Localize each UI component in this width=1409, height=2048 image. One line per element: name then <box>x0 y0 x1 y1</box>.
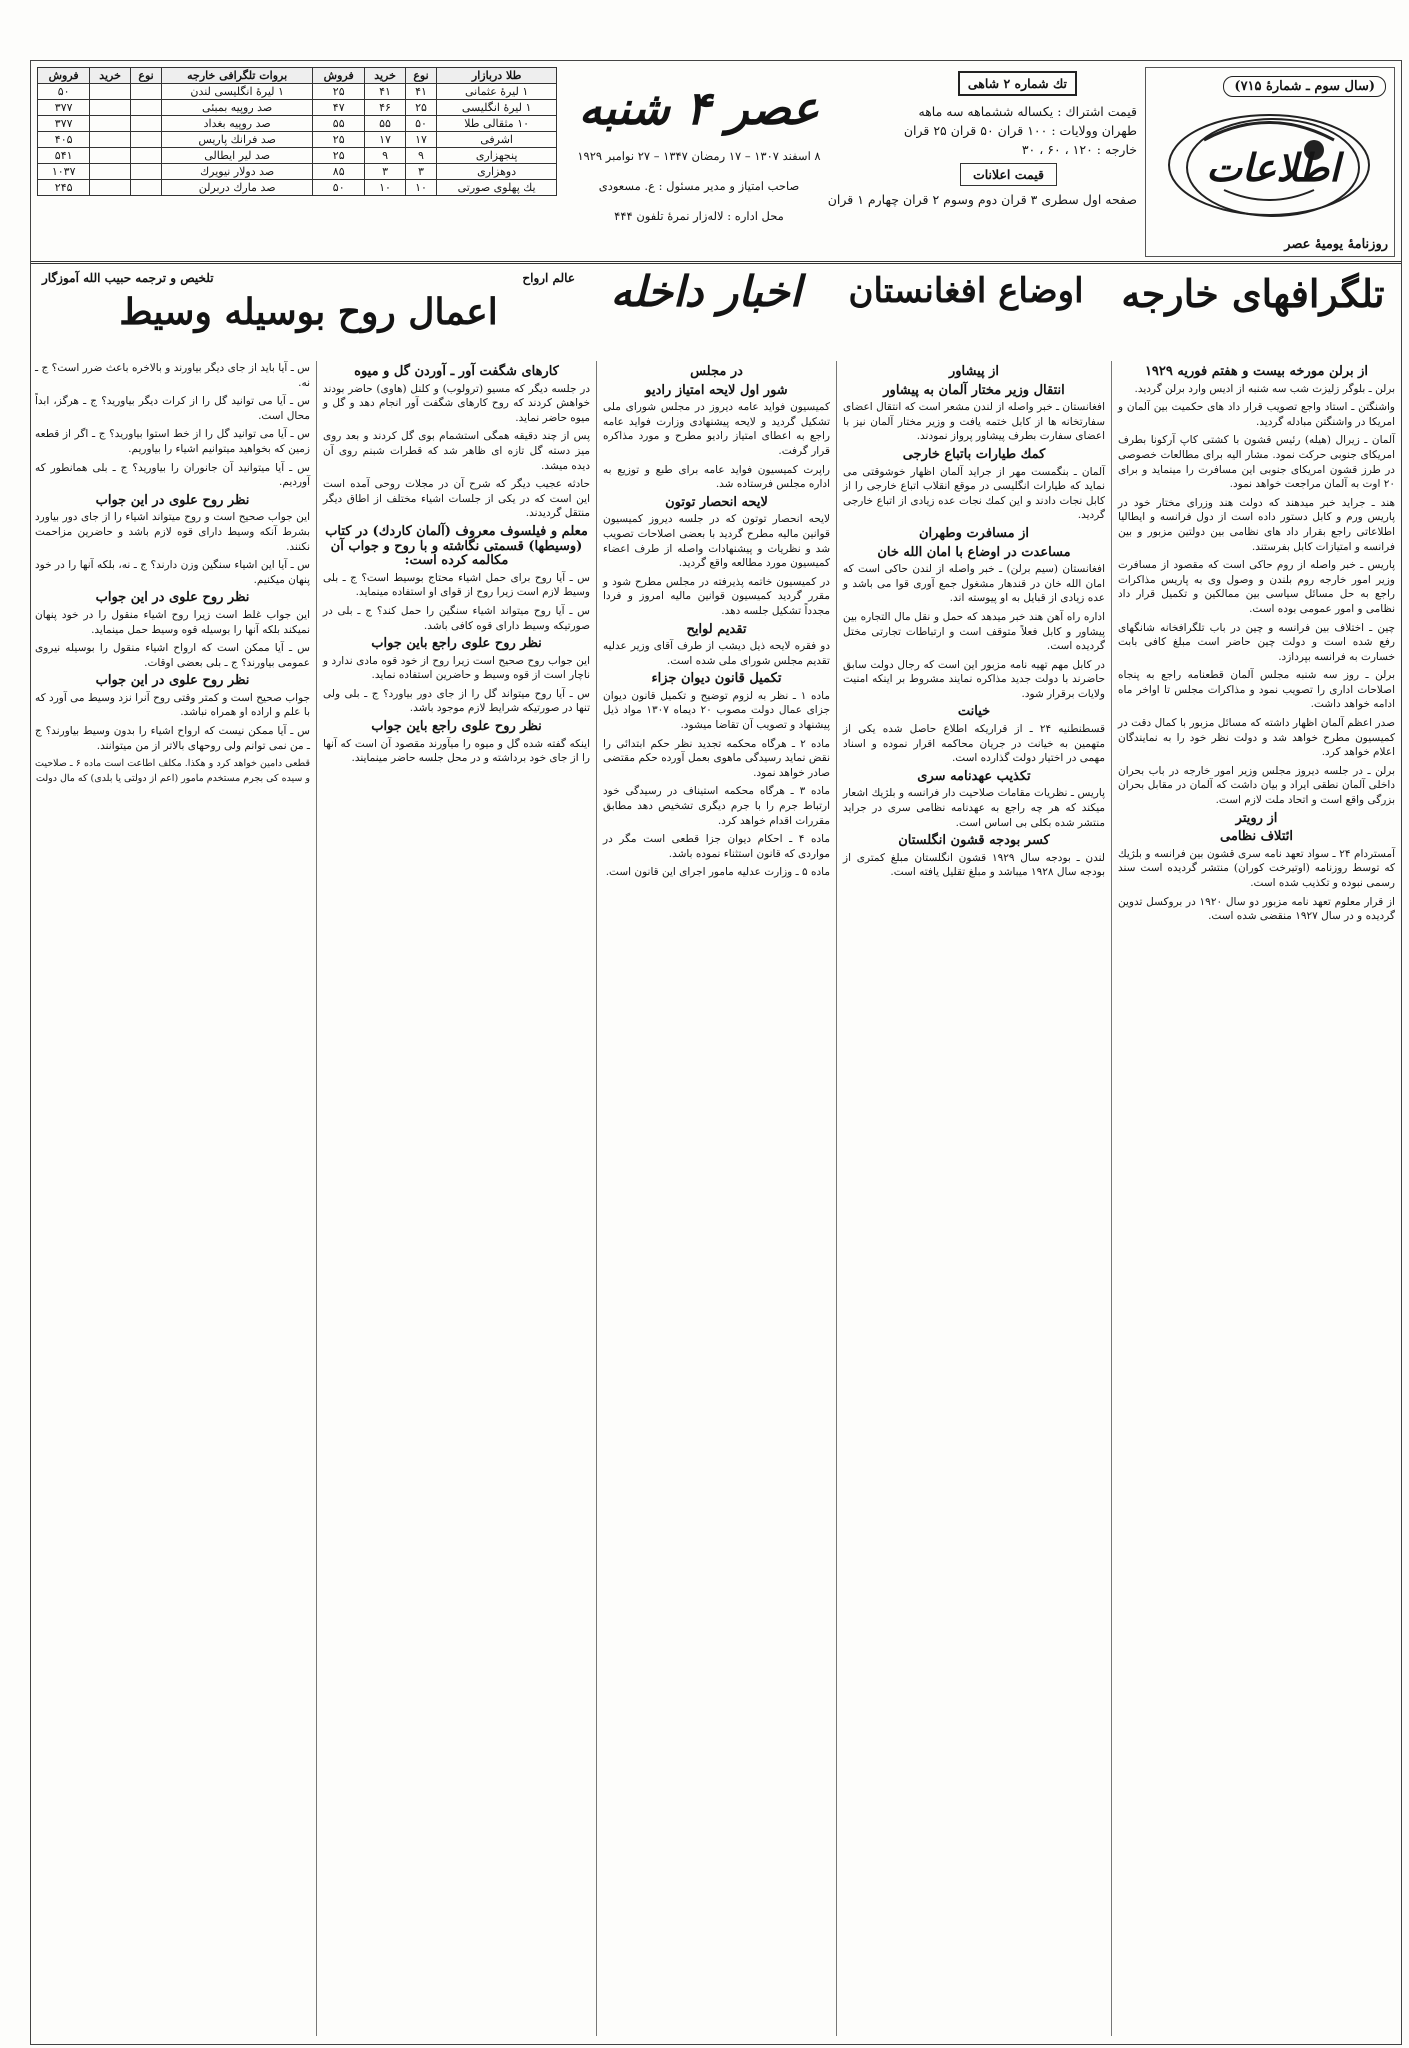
article-paragraph: برلن ـ روز سه شنبه مجلس آلمان قطعنامه راجع به پنجاه اصلاحات اداری را تصویب نمود و مذاکرات مجلس تا اواخر ماه ادامه خواهد داشت. <box>1118 669 1395 711</box>
article-heading: از پیشاور <box>948 364 1000 379</box>
market-cell <box>130 180 161 196</box>
market-cell: صد روپیه بغداد <box>162 116 313 132</box>
date-line: ۸ اسفند ۱۳۰۷ – ۱۷ رمضان ۱۳۴۷ – ۲۷ نوامبر ۱۹۲۹ <box>577 149 821 163</box>
article-heading: کمك طیارات باتباع خارجی <box>902 446 1046 462</box>
article-paragraph: در کمیسیون خاتمه پذیرفته در مجلس مطرح شود و مقرر گردید کمیسیون قوانین مالیه امروز و فردا مجدداً تشکیل جلسه دهد. <box>603 575 830 617</box>
market-cell: ۴۶ <box>365 100 405 116</box>
article-paragraph: س ـ آیا میتوانید آن جانوران را بیاورید؟ ج ـ بلی همانطور که آوردیم. <box>35 461 310 489</box>
article-paragraph: لایحه انحصار توتون که در جلسه دیروز کمیسیون قوانین مالیه مطرح گردید با بعضی اصلاحات تصویب شد و نظریات و پیشنهادات واصله از طرف اعضاء کمیسیون مورد مطالعه واقع گردید. <box>603 513 830 570</box>
article-paragraph: ماده ۴ ـ احکام دیوان جزا قطعی است مگر در مواردی که قانون استثناء نموده باشد. <box>603 833 830 860</box>
market-cell: ۱ لیرهٔ عثمانی <box>437 84 557 100</box>
logo-box <box>1145 67 1395 257</box>
paper-title: عصر ۴ شنبه <box>578 81 820 135</box>
market-header-cell: خرید <box>365 68 405 84</box>
subscription-tehran: طهران وولایات : ۱۰۰ قران ۵۰ قران ۲۵ قران <box>903 123 1137 138</box>
market-cell: ۲۵ <box>313 148 365 164</box>
article-paragraph: ماده ۲ ـ هرگاه محکمه تجدید نظر حکم ابتدائی را نقض نماید رسیدگی ماهوی بعمل آورده حکم مقتضی صادر خواهد نمود. <box>603 737 831 779</box>
market-cell: ۵۰ <box>313 180 365 196</box>
market-cell: ۵۰ <box>38 84 90 100</box>
market-header-cell: بروات تلگرافی خارجه <box>162 68 313 84</box>
market-cell: دوهزاری <box>437 164 557 180</box>
market-cell: صد فرانك پاریس <box>162 132 313 148</box>
article-paragraph: س ـ آیا روح برای حمل اشیاء محتاج بوسیط است؟ ج ـ بلی وسیط لازم است زیرا روح از قوای او استفاده مینماید. <box>323 571 590 599</box>
market-cell: ۲۴۵ <box>38 180 90 196</box>
article-heading: ائتلاف نظامی <box>1220 829 1293 845</box>
article-paragraph: این جواب روح صحیح است زیرا روح از خود قوه مادی ندارد و ناچار است از قوه وسیط و حاضرین استفاده نماید. <box>323 654 590 682</box>
article-paragraph: ماده ۱ ـ نظر به لزوم توضیح و تکمیل قانون دیوان جزای عمال دولت مصوب ۲۰ دیماه ۱۳۰۷ مواد ذیل پیشنهاد و تصویب آن تقاضا میشود. <box>603 689 830 732</box>
market-row <box>38 116 557 132</box>
market-cell: ۵۰ <box>405 116 436 132</box>
article-paragraph: از قرار معلوم تعهد نامه مزبور دو سال ۱۹۲۰ در بروکسل تدوین گردیده و در سال ۱۹۲۷ منقضی شده است. <box>1118 895 1395 923</box>
article-paragraph: واشنگتن ـ استاد واجع تصویب قرار داد های حکمیت بین آلمان و امریکا در واشنگتن مبادله گردید. <box>1118 401 1395 428</box>
market-cell: ۲۵ <box>313 132 365 148</box>
article-paragraph: راپرت کمیسیون فواید عامه برای طبع و توزیع به اداره مجلس فرستاده شد. <box>603 463 830 491</box>
column-afghanistan <box>836 361 1111 2036</box>
market-table-box <box>37 67 557 255</box>
column-foreign <box>1111 361 1401 2036</box>
market-cell: ۳ <box>365 164 405 180</box>
market-cell: ۵۵ <box>365 116 405 132</box>
article-paragraph: س ـ آیا ممکن نیست که ارواح اشیاء را بدون وسیط بیاورند؟ ج ـ من نمی توانم ولی روحهای بالاتر از من میتوانند. <box>35 725 310 752</box>
issue-number: (سال سوم ـ شمارهٔ ۷۱۵) <box>1223 76 1386 97</box>
article-heading: تقدیم لوایح <box>686 621 747 637</box>
article-heading: لایحه انحصار توتون <box>665 494 768 510</box>
article-paragraph: آلمان ـ بنگمست مهر از جراید آلمان اظهار خوشوقتی می نماید که طیارات انگلیسی در موقع انقلاب اتباع خارجی را از کابل نجات دادند و این کمك نجات عده زیادی از اتباع خارجی گردید. <box>843 465 1105 522</box>
article-heading: کارهای شگفت آور ـ آوردن گل و میوه <box>354 364 559 379</box>
market-row <box>38 84 557 100</box>
article-paragraph: این جواب غلط است زیرا روح اشیاء منقول را در خود پنهان نمیکند بلکه آنها را بوسیله قوه وسیط حمل مینماید. <box>35 608 310 636</box>
market-cell: ۱۰ <box>405 180 436 196</box>
market-row <box>38 132 557 148</box>
market-cell <box>130 164 161 180</box>
article-heading: تکمیل قانون دیوان جزاء <box>651 671 782 687</box>
market-cell: ۳ <box>405 164 436 180</box>
article-paragraph: پس از چند دقیقه همگی استشمام بوی گل کردند و بعد روی میز دسته گل تازه ای ظاهر شد که قطرات شبنم روی آن دیده میشد. <box>323 430 590 472</box>
headline-afghanistan: اوضاع افغانستان <box>848 271 1084 311</box>
market-cell: ۵۴۱ <box>38 148 90 164</box>
market-cell <box>90 116 130 132</box>
headline-foreign: تلگرافهای خارجه <box>1121 271 1385 316</box>
owner-line: صاحب امتیاز و مدیر مسئول : ع. مسعودی <box>598 179 800 193</box>
article-paragraph: قطعی دامین خواهد کرد و هکذا. مکلف اطاعت است ماده ۶ ـ صلاحیت و سیده کی بجرم مستخدم مامور (اعم از دولتی یا بلدی) که مال دولت <box>35 758 310 784</box>
article-heading: کسر بودجه قشون انگلستان <box>898 833 1050 849</box>
market-cell: ۱۰۳۷ <box>38 164 90 180</box>
article-paragraph: برلن ـ بلوگر زلیزت شب سه شنبه از ادیس وارد برلن گردید. <box>1134 382 1395 395</box>
article-heading: نظر روح علوی راجع باین جواب <box>371 636 542 652</box>
market-header-cell: خرید <box>90 68 130 84</box>
subscription-abroad: خارجه : ۱۲۰ ، ۶۰ ، ۳۰ <box>1021 142 1137 157</box>
market-row <box>38 148 557 164</box>
ads-rates: صفحه اول سطری ۳ قران دوم وسوم ۲ قران چهارم ۱ قران <box>827 192 1137 207</box>
market-header-cell: فروش <box>38 68 90 84</box>
spirits-kicker-right: عالم ارواح <box>522 271 575 285</box>
article-heading: انتقال وزیر مختار آلمان به پیشاور <box>883 382 1065 398</box>
market-row <box>38 180 557 196</box>
market-header-cell: نوع <box>130 68 161 84</box>
article-paragraph: قسطنطنیه ۲۴ ـ از قراریکه اطلاع حاصل شده یکی از متهمین به خیانت در جریان محاکمه اقرار نموده و اسناد مهمی در اختیار دولت گذارده است. <box>843 723 1105 765</box>
market-cell: ۱ لیرهٔ انگلیسی <box>437 100 557 116</box>
market-cell: یك پهلوی صورتی <box>437 180 557 196</box>
market-cell <box>130 132 161 148</box>
market-cell <box>90 164 130 180</box>
market-cell: ۴۱ <box>365 84 405 100</box>
column-spirits-2 <box>29 361 316 2036</box>
headlines <box>31 267 1401 361</box>
article-heading: از رویتر <box>1235 810 1278 826</box>
article-heading: نظر روح علوی در این جواب <box>95 492 250 508</box>
article-heading: در مجلس <box>690 364 743 379</box>
article-paragraph: س ـ آیا می توانید گل را از کرات دیگر بیاورید؟ ج ـ هرگز، ابداً محال است. <box>35 395 310 422</box>
market-cell <box>90 100 130 116</box>
market-cell <box>130 100 161 116</box>
article-heading: از مسافرت وطهران <box>918 525 1030 541</box>
market-cell <box>130 116 161 132</box>
headline-spirits: اعمال روح بوسیله وسیط <box>119 291 498 333</box>
article-paragraph: چین ـ اختلاف بین فرانسه و چین در باب تلگرافخانه شانگهای رفع شده است و دولت چین حاضر است مبلغ کافی بابت خسارت به فرانسه بپردازد. <box>1118 621 1395 663</box>
market-cell: ۲۵ <box>313 84 365 100</box>
article-paragraph: هند ـ جراید خبر میدهند که دولت هند وزرای مختار خود در پاریس ورم و کابل دستور داده است از دول فرانسه و ایطالیا اطلاعاتی راجع بقرار داد های نظامی بین دولتین مزبور و بین فرانسه و امتیازات کابل بفرستند. <box>1118 496 1395 553</box>
article-paragraph: پاریس ـ نظریات مقامات صلاحیت دار فرانسه و بلژیك اشعار میکند که هر چه راجع به عهدنامه نظامی سری در جراید منتشر شده بکلی بی اساس است. <box>843 787 1105 829</box>
article-paragraph: در کابل مهم تهیه نامه مزبور این است که رجال دولت سابق حاضرند با دولت جدید مذاکره نمایند مشروط بر اینکه امنیت ولایات برقرار شود. <box>843 658 1105 700</box>
article-paragraph: افغانستان (سیم برلن) ـ خبر واصله از لندن حاکی است که امان الله خان در قندهار مشغول جمع آوری قوا می باشد و عده زیادی از قبایل به او پیوسته اند. <box>843 563 1105 605</box>
article-paragraph: افغانستان ـ خبر واصله از لندن مشعر است که انتقال اعضای سفارتخانه ها از کابل ختمه یافت و وزیر مختار آلمان نیز با اعضای سفارت بطرف پیشاور پرواز نمودند. <box>843 401 1105 443</box>
article-paragraph: ماده ۳ ـ هرگاه محکمه استیناف در رسیدگی خود ارتباط جرم را با جرم دیگری تشخیص دهد مطابق مقررات اقدام خواهد کرد. <box>603 785 831 827</box>
paper-title-box <box>569 67 829 257</box>
market-cell: ۳۷۷ <box>38 116 90 132</box>
headline-domestic: اخبار داخله <box>610 267 802 316</box>
market-cell: صد مارك دربرلن <box>162 180 313 196</box>
market-cell: صد دولار نیویرك <box>162 164 313 180</box>
article-heading: نظر روح علوی در این جواب <box>95 673 250 689</box>
market-cell: ۱۷ <box>405 132 436 148</box>
article-heading: خیانت <box>957 704 991 720</box>
article-paragraph: برلن ـ در جلسه دیروز مجلس وزیر امور خارجه در باب بحران داخلی آلمان نطقی ایراد و بیان داشت که آلمان در مقابل بحران بزرگی واقع است و اتحاد ملت لازم است. <box>1118 764 1395 807</box>
market-cell <box>130 84 161 100</box>
article-paragraph: آلمان ـ زیرال (هیله) رئیس قشون با کشتی کاپ آرکونا بطرف امریکای جنوبی حرکت نمود. مشار الیه برای مطالعات خصوصی در طرز قشون امریکای جنوبی این مسافرت را مینماید و برای ۲۰ اوت به آلمان مراجعت خواهد نمود. <box>1118 434 1395 491</box>
market-cell <box>90 148 130 164</box>
market-cell: ۱ لیرهٔ انگلیسی لندن <box>162 84 313 100</box>
article-paragraph: س ـ آیا این اشیاء سنگین وزن دارند؟ ج ـ نه، بلکه آنها را در خود پنهان میکنیم. <box>35 559 310 586</box>
article-paragraph: س ـ آیا روح میتواند اشیاء سنگین را حمل کند؟ ج ـ بلی در صورتیکه وسیط دارای قوه کافی باشد. <box>323 604 590 632</box>
article-heading: مساعدت در اوضاع با امان الله خان <box>877 544 1071 560</box>
article-paragraph: صدر اعظم آلمان اظهار داشته که مسائل مزبور با کمال دقت در کمیسیون مطرح خواهد شد و دولت نظر خود را به نمایندگان اعلام خواهد کرد. <box>1118 717 1395 759</box>
market-cell: ۸۵ <box>313 164 365 180</box>
article-paragraph: دو فقره لایحه ذیل دیشب از طرف آقای وزیر عدلیه تقدیم مجلس شورای ملی شده است. <box>603 640 830 667</box>
market-header-cell: نوع <box>405 68 436 84</box>
market-cell: ۹ <box>405 148 436 164</box>
article-paragraph: در جلسه دیگر که مسیو (ترولوب) و کلنل (هاوی) حاضر بودند خواهش کردند که روح کارهای شگفت آور انجام دهد و گل و میوه حاضر نماید. <box>323 382 590 424</box>
article-paragraph: اداره راه آهن هند خبر میدهد که حمل و نقل مال التجاره بین پیشاور و کابل فعلاً متوقف است و ارتباطات تجارتی مختل گردیده است. <box>843 610 1105 653</box>
spirits-kicker-left: تلخیص و ترجمه حبیب الله آموزگار <box>42 271 214 285</box>
logo-text: اطلاعات <box>1186 118 1360 217</box>
column-spirits-1 <box>316 361 596 2036</box>
article-paragraph: ماده ۵ ـ وزارت عدلیه مامور اجرای این قانون است. <box>605 866 830 879</box>
newspaper-page <box>30 60 1402 2045</box>
market-cell: صد لیر ایطالی <box>162 148 313 164</box>
article-paragraph: این جواب صحیح است و روح میتواند اشیاء را از جای دور بیاورد بشرط آنکه وسیط دارای قوه لازم باشد و حاضرین مزاحمت نکنند. <box>35 511 310 553</box>
column-domestic <box>596 361 836 2036</box>
market-cell: صد روپیه بمبئی <box>162 100 313 116</box>
market-row <box>38 164 557 180</box>
article-heading: معلم و فیلسوف معروف (آلمان کاردك) در کتاب (وسیطها) قسمتی نگاشته و با روح و جواب آن مکالمه کرده است: <box>325 523 588 569</box>
article-heading: نظر روح علوی راجع باین جواب <box>371 719 542 735</box>
article-paragraph: آمستردام ۲۴ ـ سواد تعهد نامه سری قشون بین فرانسه و بلژیك که توسط روزنامه (اوتیرخت کوران) منتشر گردیده است سند رسمی نبوده و تکذیب شده است. <box>1118 847 1395 889</box>
market-cell: ۱۷ <box>365 132 405 148</box>
article-heading: تکذیب عهدنامه سری <box>917 768 1031 784</box>
article-paragraph: اینکه گفته شده گل و میوه را میآورند مقصود آن است که آنها را از جای خود برداشته و در محل جلسه حاضر مینمایند. <box>323 737 590 765</box>
article-paragraph: پاریس ـ خبر واصله از روم حاکی است که مقصود از مسافرت وزیر امور خارجه روم بلندن و وصول وی به پاریس مذاکرات راجع به حل مسائل سیاسی بین ممالکین و تکمیل قرار داد نظامی و امور عمومی بوده است. <box>1118 559 1395 615</box>
market-header-cell: طلا دربازار <box>437 68 557 84</box>
article-paragraph: جواب صحیح است و کمتر وقتی روح آنرا نزد وسیط می آورد که با علم و اراده او همراه نباشد. <box>35 691 310 719</box>
market-cell <box>90 84 130 100</box>
subscription-box <box>827 67 1137 257</box>
market-cell: ۳۷۷ <box>38 100 90 116</box>
market-row <box>38 100 557 116</box>
market-cell: پنجهزاری <box>437 148 557 164</box>
article-heading: نظر روح علوی در این جواب <box>95 590 250 606</box>
masthead <box>31 61 1401 264</box>
office-line: محل اداره : لاله‌زار نمرهٔ تلفون ۴۴۴ <box>614 209 784 223</box>
market-cell: ۴۰۵ <box>38 132 90 148</box>
ads-title: قیمت اعلانات <box>960 163 1057 186</box>
market-cell <box>90 180 130 196</box>
article-paragraph: کمیسیون فواید عامه دیروز در مجلس شورای ملی تشکیل گردید و لایحه پیشنهادی وزارت فواید عامه راجع به اعطای امتیاز رادیو مطرح و مورد مذاکره قرار گرفت. <box>603 401 830 457</box>
market-cell: ۹ <box>365 148 405 164</box>
market-table <box>37 67 557 196</box>
subscription-title: قیمت اشتراك : یکساله ششماهه سه ماهه <box>918 104 1137 119</box>
article-heading: شور اول لایحه امتیاز رادیو <box>645 382 788 398</box>
single-price: تك شماره ۲ شاهی <box>958 71 1077 96</box>
market-cell: ۵۵ <box>313 116 365 132</box>
market-cell: ۴۷ <box>313 100 365 116</box>
market-cell: ۱۰ <box>365 180 405 196</box>
market-cell: ۲۵ <box>405 100 436 116</box>
article-paragraph: س ـ آیا روح میتواند گل را از جای دور بیاورد؟ ج ـ بلی ولی تنها در صورتیکه شرایط لازم موجود باشد. <box>323 687 590 715</box>
article-paragraph: لندن ـ بودجه سال ۱۹۲۹ قشون انگلستان مبلغ کمتری از بودجه سال ۱۹۲۸ میباشد و مبلغ تقلیل یافته است. <box>843 851 1105 879</box>
market-cell: ۱۰ مثقالی طلا <box>437 116 557 132</box>
market-cell <box>130 148 161 164</box>
article-heading: از برلن مورخه بیست و هفتم فوریه ۱۹۲۹ <box>1144 364 1369 379</box>
market-header-cell: فروش <box>313 68 365 84</box>
spirits-kicker <box>36 271 581 285</box>
market-cell: ۴۱ <box>405 84 436 100</box>
article-paragraph: س ـ آیا باید از جای دیگر بیاورند و بالاخره باعث ضرر است؟ ج ـ نه. <box>35 362 310 389</box>
article-paragraph: س ـ آیا ممکن است که ارواح اشیاء منقول را بوسیله نیروی عمومی بیاورند؟ ج ـ بلی بعضی اوقات. <box>35 642 310 669</box>
market-cell: اشرفی <box>437 132 557 148</box>
article-paragraph: حادثه عجیب دیگر که شرح آن در مجلات روحی آمده است این است که در یکی از جلسات اشیاء مختلف از اطاق دیگر منتقل گردیدند. <box>323 478 590 520</box>
logo-subtitle: روزنامهٔ یومیهٔ عصر <box>1284 237 1388 252</box>
article-paragraph: س ـ آیا می توانید گل را از خط استوا بیاورید؟ ج ـ اگر از قطعه زمین که بخواهید میتوانیم اشیاء را بیاوریم. <box>35 428 310 455</box>
market-cell <box>90 132 130 148</box>
